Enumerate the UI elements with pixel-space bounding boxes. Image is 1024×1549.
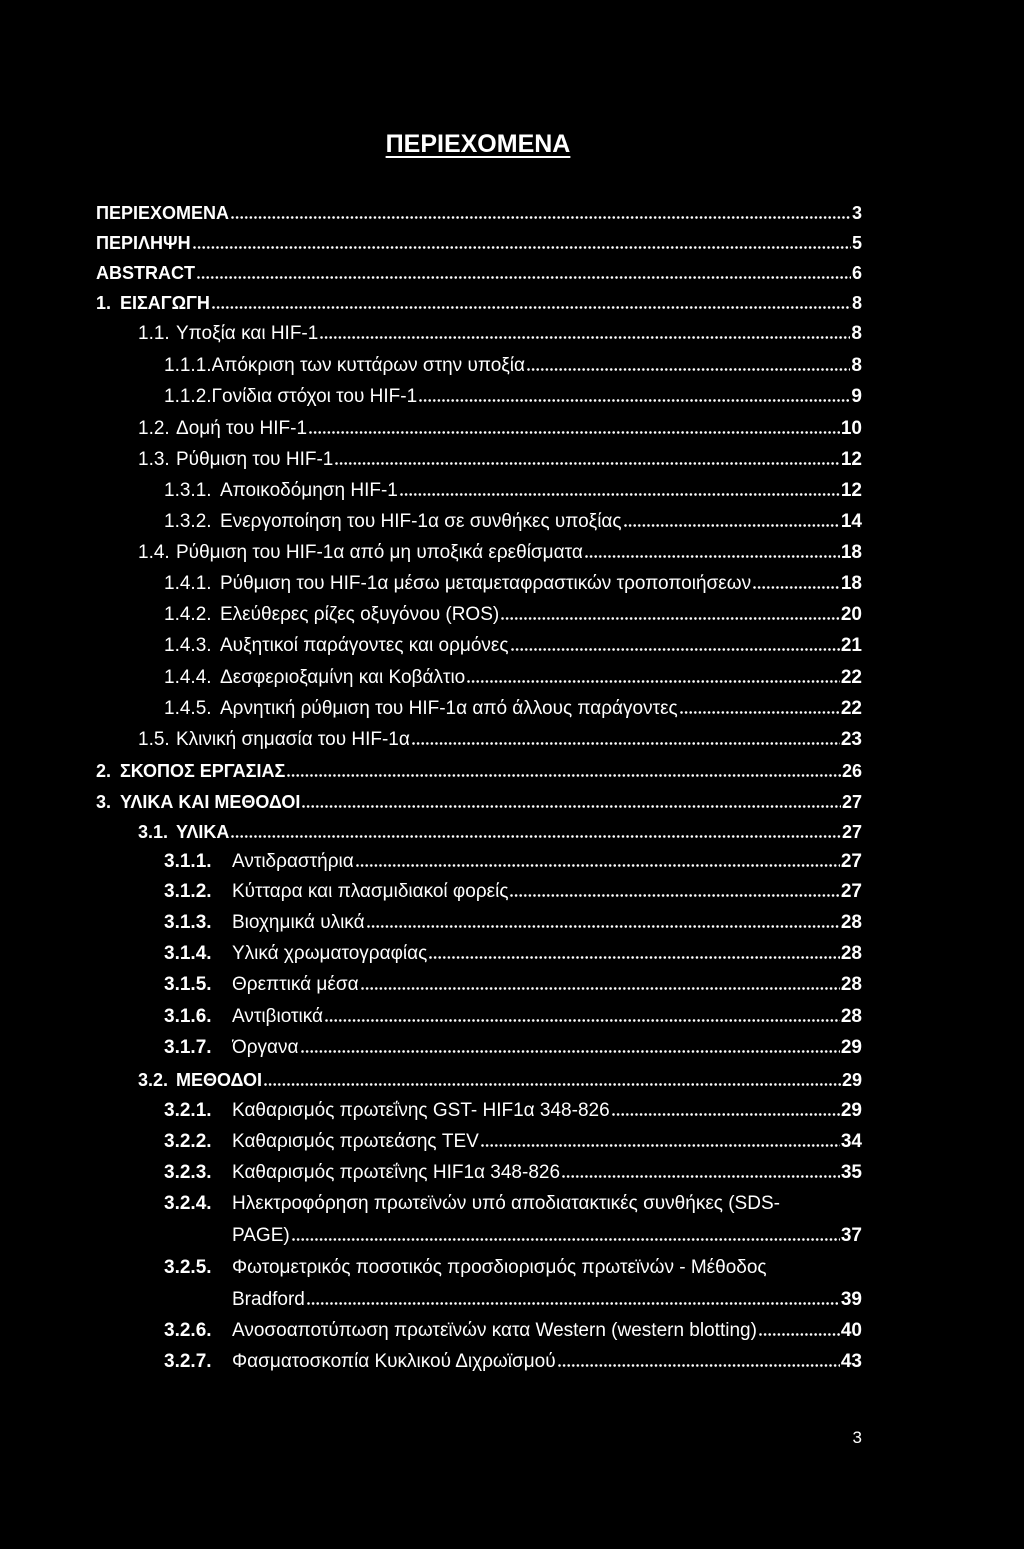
toc-entry-title: Βιοχημικά υλικά xyxy=(232,912,365,933)
dot-leader xyxy=(511,648,840,651)
dot-leader xyxy=(309,431,840,434)
toc-entry-page: 28 xyxy=(840,1006,862,1027)
dot-leader xyxy=(501,617,840,620)
toc-entry-title: Υλικά χρωματογραφίας xyxy=(232,943,428,964)
toc-entry-title: Αποικοδόμηση HIF-1 xyxy=(220,480,398,501)
dot-leader xyxy=(367,925,840,928)
toc-entry-number: 1. xyxy=(96,293,112,313)
toc-entry xyxy=(164,942,862,966)
toc-entry xyxy=(164,479,862,503)
toc-entry-number: 1.1. xyxy=(138,323,170,344)
toc-entry-page: 35 xyxy=(840,1162,862,1183)
dot-leader xyxy=(212,306,851,309)
toc-entry-number: 3.1.3. xyxy=(164,912,212,933)
toc-entry xyxy=(138,322,862,346)
toc-entry xyxy=(96,261,862,285)
toc-entry xyxy=(164,666,862,690)
dot-leader xyxy=(510,894,839,897)
dot-leader xyxy=(412,742,840,745)
toc-entry-title: Ρύθμιση του HIF-1α από μη υποξικά ερεθίσματα xyxy=(176,542,583,563)
toc-entry-number: 1.1.2. xyxy=(164,386,212,407)
toc-entry-title: Ελεύθερες ρίζες οξυγόνου (ROS) xyxy=(220,604,500,625)
toc-entry-number: 3.1.5. xyxy=(164,974,212,995)
toc-entry-number: 3.2.3. xyxy=(164,1162,212,1183)
toc-entry-page: 18 xyxy=(840,573,862,594)
toc-entry-number: 3.1.1. xyxy=(164,851,212,872)
dot-leader xyxy=(264,1083,841,1086)
toc-entry-page: 18 xyxy=(840,542,862,563)
toc-entry xyxy=(138,1068,862,1092)
dot-leader xyxy=(325,1019,840,1022)
toc-entry xyxy=(138,541,862,565)
toc-entry-number: 1.4.3. xyxy=(164,635,212,656)
toc-entry-title: Ενεργοποίηση του HIF-1α σε συνθήκες υποξίας xyxy=(220,511,622,532)
toc-entry-title: Γονίδια στόχοι του HIF-1 xyxy=(211,386,418,407)
toc-entry-number: 3.2.2. xyxy=(164,1131,212,1152)
toc-entry-number: 3.2.7. xyxy=(164,1351,212,1372)
toc-entry-title: ΠΕΡΙΕΧΟΜΕΝΑ xyxy=(96,203,230,223)
toc-entry-number: 1.5. xyxy=(138,729,170,750)
dot-leader xyxy=(481,1144,840,1147)
toc-entry-number: 3.2. xyxy=(138,1070,169,1090)
toc-entry-page: 40 xyxy=(840,1320,862,1341)
toc-entry-title: Αντιδραστήρια xyxy=(232,851,354,872)
dot-leader xyxy=(612,1113,840,1116)
toc-entry-title: Αντιβιοτικά xyxy=(232,1006,323,1027)
dot-leader xyxy=(429,956,840,959)
toc-entry-number: 3.2.4. xyxy=(164,1193,212,1214)
dot-leader xyxy=(467,680,840,683)
toc-entry-title: Ρύθμιση του HIF-1 xyxy=(176,449,334,470)
toc-entry-page: 20 xyxy=(840,604,862,625)
toc-entry xyxy=(138,820,862,844)
dot-leader xyxy=(558,1364,840,1367)
toc-entry-page: 14 xyxy=(840,511,862,532)
page-number: 3 xyxy=(852,1428,862,1447)
toc-entry-page: 34 xyxy=(840,1131,862,1152)
toc-entry xyxy=(138,448,862,472)
toc-entry-page: 27 xyxy=(841,792,862,812)
toc-entry-page: 22 xyxy=(840,698,862,719)
toc-entry xyxy=(164,1350,862,1374)
toc-entry xyxy=(164,1192,862,1216)
toc-entry-number: 1.4.4. xyxy=(164,667,212,688)
dot-leader xyxy=(307,1302,840,1305)
toc-entry-page: 9 xyxy=(851,386,862,407)
toc-entry-page: 23 xyxy=(840,729,862,750)
toc-entry-title: ΥΛΙΚΑ xyxy=(176,822,230,842)
toc-entry-page: 37 xyxy=(840,1225,862,1246)
dot-leader xyxy=(562,1175,840,1178)
toc-entry xyxy=(96,231,862,255)
toc-entry-number: 1.1.1. xyxy=(164,355,212,376)
toc-entry-page: 28 xyxy=(840,943,862,964)
toc-entry xyxy=(164,385,862,409)
toc-entry-number: 3. xyxy=(96,792,112,812)
toc-entry-title: ΜΕΘΟΔΟΙ xyxy=(176,1070,262,1090)
toc-entry-title: ΠΕΡΙΛΗΨΗ xyxy=(96,233,191,253)
toc-entry-page: 8 xyxy=(851,355,862,376)
toc-entry-page: 10 xyxy=(840,418,862,439)
toc-entry xyxy=(164,850,862,874)
toc-entry-page: 27 xyxy=(841,822,862,842)
toc-entry-page: 43 xyxy=(840,1351,862,1372)
toc-entry xyxy=(164,1005,862,1029)
toc-entry-number: 3.2.1. xyxy=(164,1100,212,1121)
toc-entry-page: 8 xyxy=(851,293,862,313)
toc-entry-title: Όργανα xyxy=(232,1037,299,1058)
toc-entry-title: Ρύθμιση του HIF-1α μέσω μεταμεταφραστικών τροποποιήσεων xyxy=(220,573,752,594)
toc-entry-page: 39 xyxy=(840,1289,862,1310)
toc-entry-number: 1.3.2. xyxy=(164,511,212,532)
toc-entry-title: Κλινική σημασία του HIF-1α xyxy=(176,729,410,750)
toc-entry-title: ΕΙΣΑΓΩΓΗ xyxy=(120,293,210,313)
toc-entry xyxy=(164,973,862,997)
toc-entry-page: 5 xyxy=(851,233,862,253)
toc-entry-continuation xyxy=(232,1224,862,1248)
dot-leader xyxy=(287,774,841,777)
dot-leader xyxy=(335,462,840,465)
toc-entry-page: 28 xyxy=(840,974,862,995)
toc-entry-number: 3.1. xyxy=(138,822,169,842)
toc-entry-title: Απόκριση των κυττάρων στην υποξία xyxy=(211,355,525,376)
toc-entry xyxy=(164,1161,862,1185)
toc-entry-title: ΥΛΙΚΑ ΚΑΙ ΜΕΘΟΔΟΙ xyxy=(120,792,301,812)
toc-entry-number: 1.4. xyxy=(138,542,170,563)
toc-entry-title: Φασματοσκοπία Κυκλικού Διχρωϊσμού xyxy=(232,1351,556,1372)
toc-entry-number: 1.4.2. xyxy=(164,604,212,625)
toc-entry-title: Καθαρισμός πρωτεάσης TEV xyxy=(232,1131,479,1152)
toc-entry-number: 1.3. xyxy=(138,449,170,470)
page-heading: ΠΕΡΙΕΧΟΜΕΝΑ xyxy=(385,130,571,158)
toc-entry xyxy=(164,697,862,721)
toc-entry xyxy=(164,510,862,534)
toc-entry-page: 22 xyxy=(840,667,862,688)
dot-leader xyxy=(301,1050,840,1053)
toc-entry-page: 29 xyxy=(841,1070,862,1090)
toc-entry xyxy=(164,603,862,627)
toc-entry-page: 27 xyxy=(840,851,862,872)
toc-entry-title: ΣΚΟΠΟΣ ΕΡΓΑΣΙΑΣ xyxy=(120,761,286,781)
dot-leader xyxy=(356,864,840,867)
dot-leader xyxy=(759,1333,840,1336)
dot-leader xyxy=(193,246,851,249)
dot-leader xyxy=(624,524,840,527)
toc-entry-page: 29 xyxy=(840,1100,862,1121)
toc-entry-page: 29 xyxy=(840,1037,862,1058)
toc-entry xyxy=(96,201,862,225)
toc-entry-page: 26 xyxy=(841,761,862,781)
toc-entry xyxy=(138,728,862,752)
dot-leader xyxy=(302,805,841,808)
toc-entry-number: 1.2. xyxy=(138,418,170,439)
dot-leader xyxy=(753,586,840,589)
toc-entry-title: Καθαρισμός πρωτεΐνης GST- HIF1α 348-826 xyxy=(232,1100,610,1121)
dot-leader xyxy=(419,399,850,402)
dot-leader xyxy=(231,835,841,838)
toc-entry-title-continuation: Bradford xyxy=(232,1289,305,1310)
dot-leader xyxy=(400,493,840,496)
dot-leader xyxy=(527,368,850,371)
toc-entry-title: ABSTRACT xyxy=(96,263,195,283)
dot-leader xyxy=(361,987,840,990)
dot-leader xyxy=(292,1238,840,1241)
toc-entry xyxy=(164,911,862,935)
toc-entry-page: 12 xyxy=(840,480,862,501)
toc-entry-number: 2. xyxy=(96,761,112,781)
toc-entry-title: Κύτταρα και πλασμιδιακοί φορείς xyxy=(232,881,509,902)
toc-entry-page: 6 xyxy=(851,263,862,283)
toc-entry-page: 28 xyxy=(840,912,862,933)
toc-entry-number: 3.2.5. xyxy=(164,1257,212,1278)
toc-entry-page: 8 xyxy=(851,323,862,344)
dot-leader xyxy=(585,555,840,558)
dot-leader xyxy=(320,336,850,339)
toc-entry-number: 3.1.2. xyxy=(164,881,212,902)
toc-entry-title: Ηλεκτροφόρηση πρωτεϊνών υπό αποδιατακτικές συνθήκες (SDS- xyxy=(232,1193,780,1214)
toc-entry xyxy=(164,1256,862,1280)
dot-leader xyxy=(197,276,851,279)
toc-entry-title: Θρεπτικά μέσα xyxy=(232,974,359,995)
toc-entry-title: Φωτομετρικός ποσοτικός προσδιορισμός πρωτεϊνών - Μέθοδος xyxy=(232,1257,767,1278)
toc-entry xyxy=(164,1036,862,1060)
toc-entry-page: 3 xyxy=(851,203,862,223)
toc-entry-title: Ανοσοαποτύπωση πρωτεϊνών κατα Western (western blotting) xyxy=(232,1320,757,1341)
toc-entry-title: Υποξία και HIF-1 xyxy=(176,323,319,344)
toc-entry xyxy=(138,417,862,441)
toc-entry xyxy=(164,1099,862,1123)
toc-entry-title: Καθαρισμός πρωτεΐνης HIF1α 348-826 xyxy=(232,1162,561,1183)
toc-entry-title: Δομή του HIF-1 xyxy=(176,418,308,439)
toc-entry-number: 1.4.1. xyxy=(164,573,212,594)
toc-entry-number: 3.2.6. xyxy=(164,1320,212,1341)
dot-leader xyxy=(231,216,851,219)
toc-entry-number: 3.1.7. xyxy=(164,1037,212,1058)
dot-leader xyxy=(680,711,840,714)
toc-entry-continuation xyxy=(232,1288,862,1312)
toc-entry-number: 1.3.1. xyxy=(164,480,212,501)
toc-entry xyxy=(164,880,862,904)
toc-entry-number: 3.1.4. xyxy=(164,943,212,964)
toc-entry-page: 27 xyxy=(840,881,862,902)
toc-entry xyxy=(164,1319,862,1343)
toc-entry-title: Αυξητικοί παράγοντες και ορμόνες xyxy=(220,635,509,656)
toc-entry-title-continuation: PAGE) xyxy=(232,1225,290,1246)
toc-entry xyxy=(96,759,862,783)
toc-entry-page: 21 xyxy=(840,635,862,656)
toc-entry xyxy=(164,1130,862,1154)
toc-entry xyxy=(96,790,862,814)
toc-entry-title: Αρνητική ρύθμιση του HIF-1α από άλλους παράγοντες xyxy=(220,698,678,719)
toc-entry xyxy=(164,572,862,596)
toc-entry-number: 3.1.6. xyxy=(164,1006,212,1027)
toc-entry xyxy=(164,354,862,378)
toc-entry-number: 1.4.5. xyxy=(164,698,212,719)
toc-entry-page: 12 xyxy=(840,449,862,470)
toc-entry xyxy=(164,634,862,658)
toc-entry xyxy=(96,291,862,315)
toc-entry-title: Δεσφεριοξαμίνη και Κοβάλτιο xyxy=(220,667,466,688)
